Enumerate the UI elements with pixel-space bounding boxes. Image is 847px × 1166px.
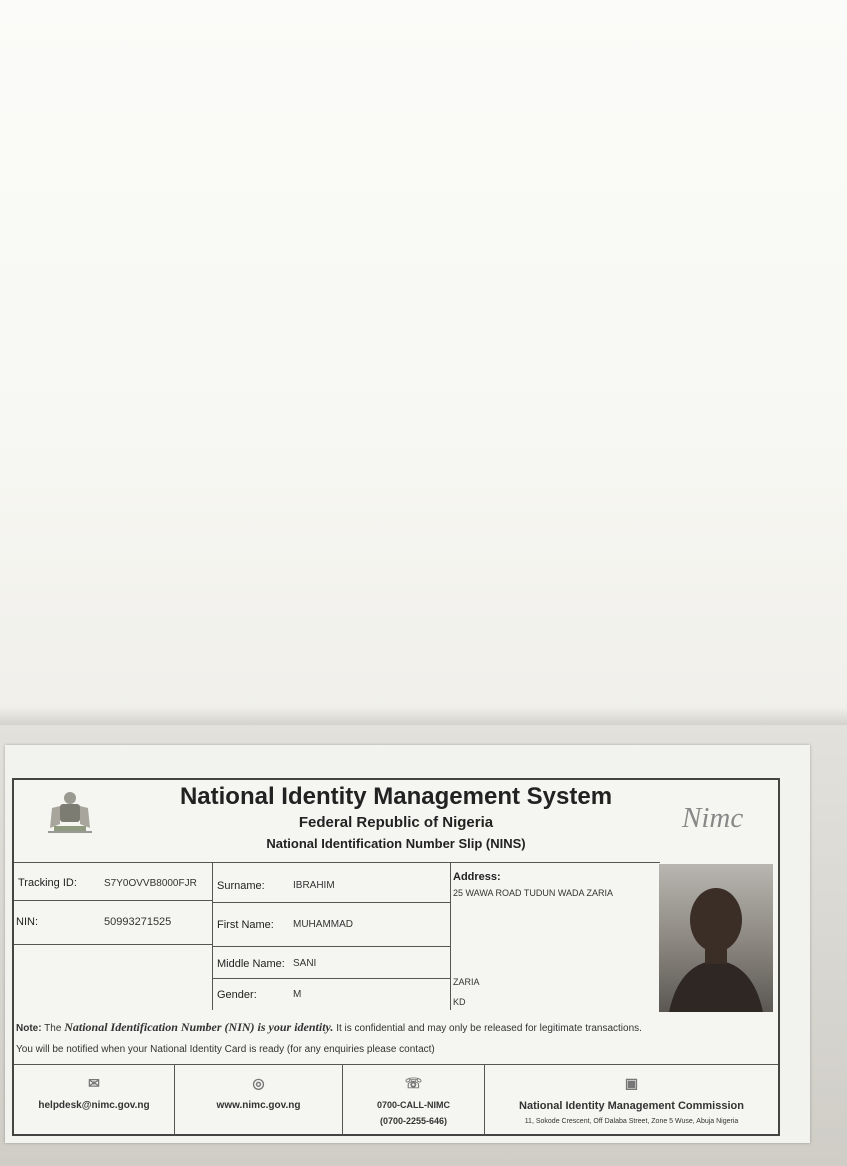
note-line-1: [16, 1020, 642, 1035]
gender-value: M: [293, 989, 302, 1000]
tracking-cell: [14, 862, 212, 900]
note-prefix: Note:: [16, 1023, 42, 1034]
middlename-value: SANI: [293, 958, 317, 969]
nimc-logo: Nimc: [682, 802, 744, 834]
footer-phone-2: (0700-2255-646): [379, 1116, 448, 1126]
nin-value: 50993271525: [104, 916, 172, 928]
note-line-2: You will be notified when your National Identity Card is ready (for any enquiries please contact): [16, 1044, 435, 1055]
nin-cell: [14, 900, 212, 944]
footer-org-cell: [484, 1065, 778, 1135]
portrait-image: [659, 864, 773, 1012]
phone-icon: ☏: [404, 1075, 423, 1091]
slip-title: National Identity Management System: [179, 783, 613, 810]
nin-slip-frame: [12, 778, 780, 1136]
globe-icon: ◎: [252, 1075, 265, 1091]
surname-value: IBRAHIM: [293, 880, 335, 891]
footer-email-cell: [14, 1065, 174, 1135]
address-label: Address:: [453, 871, 501, 883]
slip-subtitle: Federal Republic of Nigeria: [298, 814, 494, 831]
footer-website[interactable]: www.nimc.gov.ng: [216, 1100, 301, 1111]
tracking-label: Tracking ID:: [18, 877, 77, 889]
note-the: The: [44, 1023, 62, 1034]
gender-label: Gender:: [217, 989, 257, 1001]
empty-cell: [14, 944, 212, 1010]
footer-email[interactable]: helpdesk@nimc.gov.ng: [38, 1100, 150, 1111]
slip-name: National Identification Number Slip (NINS): [266, 836, 526, 851]
note-emphasis: National Identification Number (NIN) is your identity.: [64, 1020, 334, 1034]
middlename-cell: [212, 946, 450, 978]
holder-photo: [659, 864, 773, 1012]
gender-cell: [212, 978, 450, 1010]
firstname-cell: [212, 902, 450, 946]
address-line: 25 WAWA ROAD TUDUN WADA ZARIA: [453, 888, 614, 898]
footer-phone-1: 0700-CALL-NIMC: [376, 1100, 450, 1110]
footer-org-address: 11, Sokode Crescent, Off Dalaba Street, Zone 5 Wuse, Abuja Nigeria: [524, 1118, 739, 1125]
footer-website-cell: [174, 1065, 342, 1135]
firstname-label: First Name:: [217, 919, 274, 931]
surname-label: Surname:: [217, 880, 265, 892]
address-state: KD: [453, 997, 466, 1007]
footer-org-name: National Identity Management Commission: [519, 1100, 744, 1112]
note-rest: It is confidential and may only be released for legitimate transactions.: [336, 1023, 642, 1034]
address-cell: [450, 862, 660, 1010]
firstname-value: MUHAMMAD: [293, 919, 353, 930]
middlename-label: Middle Name:: [217, 958, 285, 970]
address-town: ZARIA: [453, 977, 480, 987]
tracking-value: S7Y0OVVB8000FJR: [104, 878, 197, 889]
building-icon: ▣: [624, 1075, 639, 1091]
contact-footer: [14, 1064, 778, 1135]
surname-cell: [212, 862, 450, 902]
mail-icon: ✉: [88, 1075, 100, 1091]
nin-label: NIN:: [16, 916, 38, 928]
footer-phone-cell: [342, 1065, 484, 1135]
